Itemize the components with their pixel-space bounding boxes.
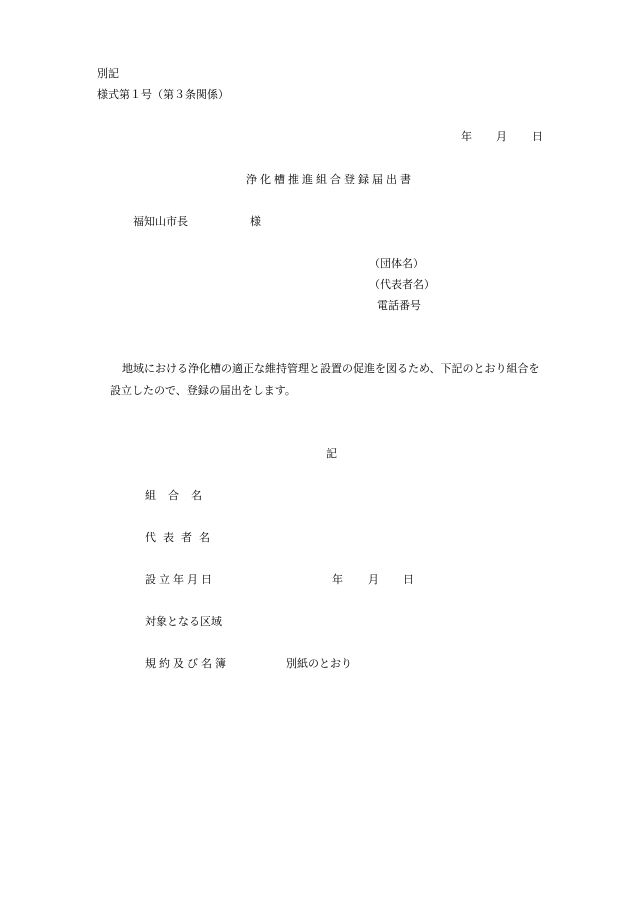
- field-area: 対象となる区域: [145, 615, 222, 628]
- form-number: 様式第１号（第３条関係）: [97, 88, 229, 101]
- applicant-phone: 電話番号: [377, 299, 421, 312]
- addressee-honorific: 様: [250, 215, 261, 228]
- addressee-name: 福知山市長: [133, 215, 188, 228]
- date-day-label: 日: [532, 130, 543, 143]
- field-rules: 規約及び名簿: [145, 657, 229, 670]
- rules-value: 別紙のとおり: [286, 657, 352, 670]
- date-year-label: 年: [461, 130, 472, 143]
- applicant-org-name: （団体名）: [369, 257, 424, 270]
- ki-heading: 記: [326, 447, 337, 460]
- body-line-2: 設立したので、登録の届出をします。: [110, 384, 296, 397]
- field-union-name: 組合名: [145, 489, 214, 502]
- establish-month-label: 月: [368, 573, 379, 586]
- field-representative: 代表者名: [145, 531, 217, 544]
- body-line-1: 地域における浄化槽の適正な維持管理と設置の促進を図るため、下記のとおり組合を: [122, 362, 540, 375]
- document-title: 浄化槽推進組合登録届出書: [246, 173, 414, 186]
- annex-label: 別記: [97, 67, 119, 80]
- applicant-rep-name: （代表者名）: [369, 278, 435, 291]
- establish-day-label: 日: [403, 573, 414, 586]
- date-month-label: 月: [496, 130, 507, 143]
- establish-year-label: 年: [332, 573, 343, 586]
- field-establish-date: 設立年月日: [145, 573, 215, 586]
